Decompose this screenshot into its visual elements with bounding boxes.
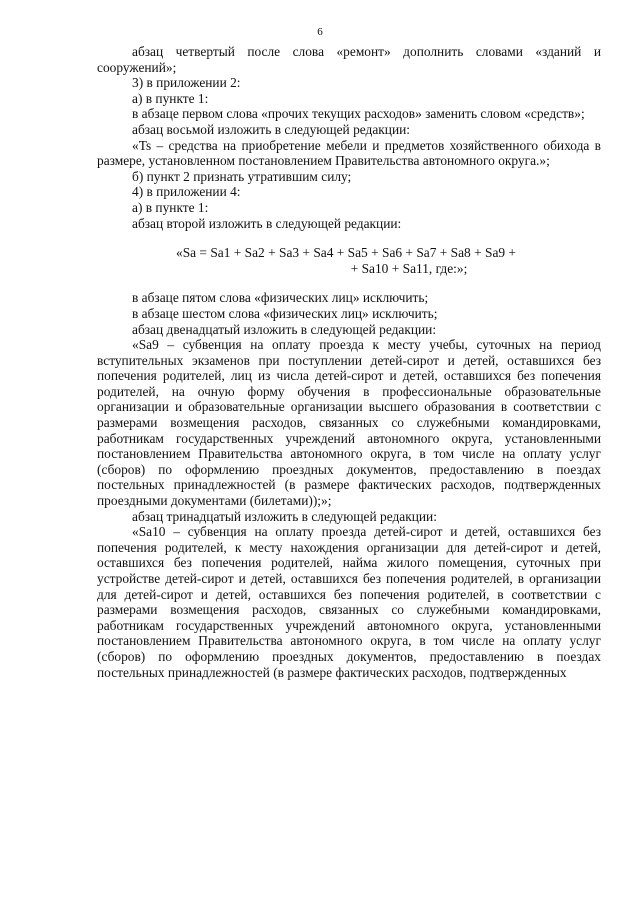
paragraph: «Ts – средства на приобретение мебели и предметов хозяйственного обихода в размере, установленном постановлением Правительства автономного округа.»;	[97, 137, 601, 169]
formula-line-2: + Sa10 + Sa11, где:»;	[350, 260, 468, 276]
paragraph: б) пункт 2 признать утратившим силу;	[132, 168, 352, 184]
paragraph: а) в пункте 1:	[132, 90, 209, 106]
paragraph: в абзаце пятом слова «физических лиц» исключить;	[132, 290, 429, 306]
formula	[97, 245, 601, 276]
paragraph: «Sa10 – субвенция на оплату проезда детей-сирот и детей, оставшихся без попечения родителей, к месту нахождения организации для детей-сирот и детей, оставшихся без попечения родителей, найма жилого помещения, суточных при устройстве детей-сирот и детей, оставшихся без попечения родителей, в организации для детей-сирот и детей, оставшихся без попечения родителей, в соответствии с размерами возмещения расходов, связанных со служебными командировками, работникам государственных учреждений автономного округа, установленными постановлением Правительства автономного округа, в том числе на оплату услуг (сборов) по оформлению проездных документов, предоставлению в поездах постельных принадлежностей (в размере фактических расходов, подтвержденных	[97, 524, 601, 680]
formula-line-1: «Sa = Sa1 + Sa2 + Sa3 + Sa4 + Sa5 + Sa6 + Sa7 + Sa8 + Sa9 +	[176, 245, 516, 261]
paragraph: «Sa9 – субвенция на оплату проезда к месту учебы, суточных на период вступительных экзаменов при поступлении детей-сирот и детей, оставшихся без попечения родителей, лиц из числа детей-сирот и детей, оставшихся без попечения родителей, на очную форму обучения в профессиональные образовательные организации и образовательные организации высшего образования в соответствии с размерами возмещения расходов, связанных со служебными командировками, работникам государственных учреждений автономного округа, установленными постановлением Правительства автономного округа, в том числе на оплату услуг (сборов) по оформлению проездных документов, предоставлению в поездах постельных принадлежностей (в размере фактических расходов, подтвержденных проездными документами (билетами));»;	[97, 337, 601, 509]
paragraph: 3) в приложении 2:	[132, 75, 241, 91]
page-number: 6	[317, 26, 323, 38]
paragraph: а) в пункте 1:	[132, 199, 209, 215]
paragraph: абзац тринадцатый изложить в следующей редакции:	[132, 508, 437, 524]
document-body	[97, 44, 601, 680]
paragraph: абзац второй изложить в следующей редакции:	[132, 215, 402, 231]
paragraph: абзац четвертый после слова «ремонт» дополнить словами «зданий и сооружений»;	[97, 44, 601, 75]
paragraph: абзац восьмой изложить в следующей редакции:	[132, 121, 411, 137]
paragraph: в абзаце шестом слова «физических лиц» исключить;	[132, 305, 438, 321]
paragraph: абзац двенадцатый изложить в следующей редакции:	[132, 321, 437, 337]
paragraph: в абзаце первом слова «прочих текущих расходов» заменить словом «средств»;	[132, 106, 585, 122]
paragraph: 4) в приложении 4:	[132, 184, 241, 200]
